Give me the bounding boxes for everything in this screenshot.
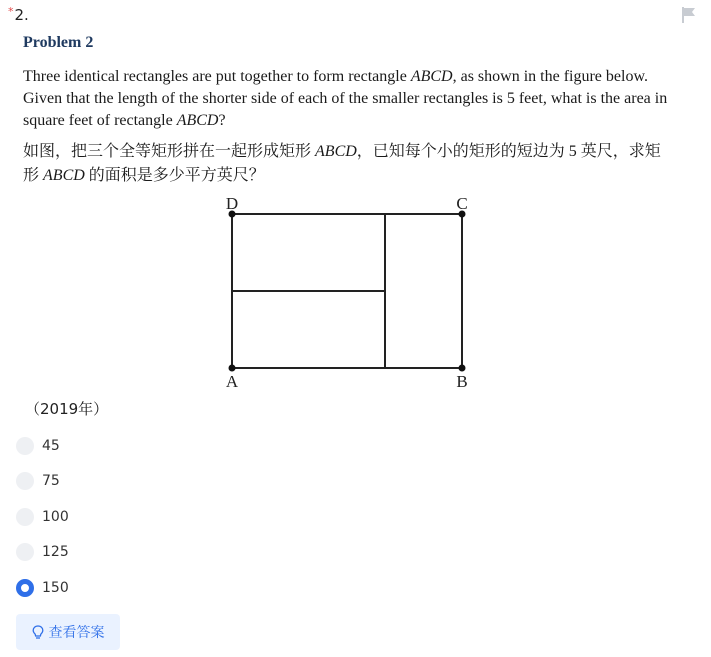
lightbulb-icon: [32, 625, 44, 640]
question-content: [23, 30, 673, 188]
vertex-b-point: [459, 365, 466, 372]
option-label: 45: [42, 438, 60, 454]
rectangle-figure: [210, 190, 480, 390]
flag-icon[interactable]: [681, 6, 697, 24]
radio-button[interactable]: [16, 543, 34, 561]
option-label: 75: [42, 473, 60, 489]
option-150[interactable]: [16, 577, 69, 599]
math-abcd: ABCD: [43, 167, 85, 184]
question-number-label: 2.: [14, 6, 29, 24]
option-label: 150: [42, 580, 69, 596]
math-abcd: ABCD: [315, 143, 357, 160]
required-mark: *: [8, 5, 14, 18]
view-answer-button[interactable]: [16, 614, 120, 650]
radio-button[interactable]: [16, 472, 34, 490]
radio-button-selected[interactable]: [16, 579, 34, 597]
view-answer-label: 查看答案: [48, 625, 105, 641]
year-label: （2019年）: [25, 400, 109, 418]
chinese-question-text: 如图，把三个全等矩形拼在一起形成矩形 ABCD，已知每个小的矩形的短边为 5 英尺，求矩形 ABCD 的面积是多少平方英尺？: [23, 143, 661, 184]
option-125[interactable]: [16, 541, 69, 563]
option-label: 100: [42, 509, 69, 525]
vertex-d-label: D: [225, 194, 239, 213]
question-number: [8, 6, 29, 24]
vertex-c-label: C: [456, 194, 468, 213]
problem-title: Problem 2: [23, 34, 94, 51]
option-100[interactable]: [16, 506, 69, 528]
radio-button[interactable]: [16, 437, 34, 455]
option-45[interactable]: [16, 435, 60, 457]
vertex-a-label: A: [225, 372, 239, 390]
vertex-b-label: B: [456, 372, 468, 390]
math-abcd: ABCD: [410, 68, 453, 85]
vertex-a-point: [229, 365, 236, 372]
english-question-text: Three identical rectangles are put together to form rectangle ABCD, as shown in the figure below. Given that the length of the shorter side of each of the smaller rectangles is 5 feet, what is the area in square feet of rectangle ABCD?: [23, 68, 668, 129]
math-abcd: ABCD: [176, 112, 219, 129]
option-label: 125: [42, 544, 69, 560]
option-75[interactable]: [16, 470, 60, 492]
radio-button[interactable]: [16, 508, 34, 526]
